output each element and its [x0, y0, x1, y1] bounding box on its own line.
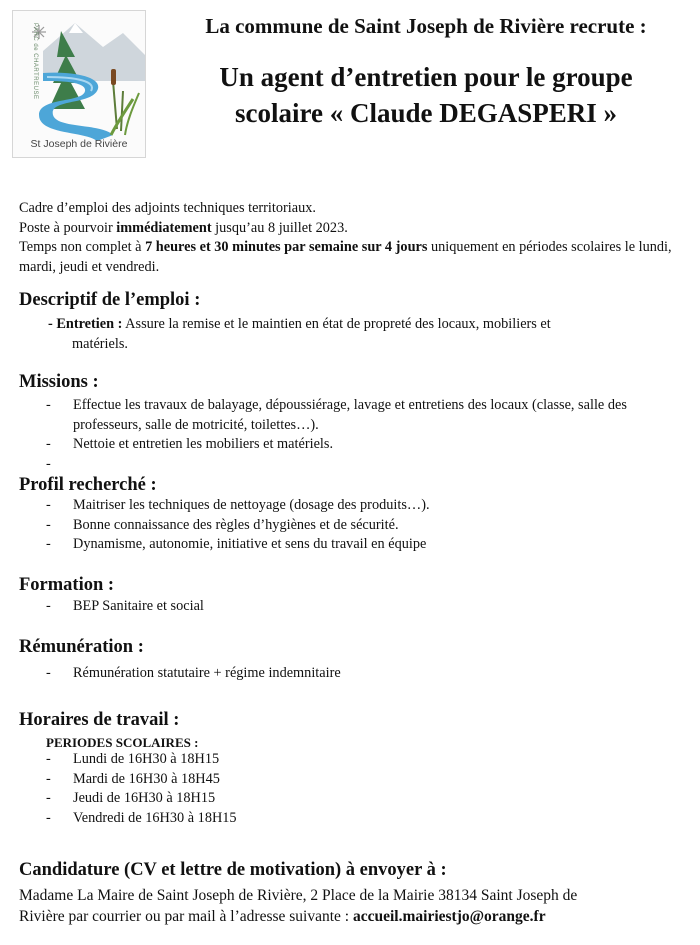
job-title-line-2: scolaire « Claude DEGASPERI »: [234, 98, 618, 128]
list-item: - Vendredi de 16H30 à 18H15: [46, 809, 237, 826]
section-heading-formation: Formation :: [19, 575, 115, 595]
list-item: - Dynamisme, autonomie, initiative et sens du travail en équipe: [46, 536, 427, 552]
candidature-address-line: Madame La Maire de Saint Joseph de Rivière, 2 Place de la Mairie 38134 Saint Joseph de: [19, 887, 578, 904]
list-item: - Effectue les travaux de balayage, dépoussiérage, lavage et entretiens des locaux (classe, salle des professeurs, salle de motricité, toilettes…).: [46, 397, 627, 433]
candidature-contact-line: Rivière par courrier ou par mail à l’adresse suivante : accueil.mairiestjo@orange.fr: [19, 908, 546, 925]
commune-logo: [12, 10, 146, 158]
logo-caption: St Joseph de Rivière: [30, 138, 128, 150]
intro-line-3: Temps non complet à 7 heures et 30 minutes par semaine sur 4 jours uniquement en périodes scolaires le lundi, mardi, jeudi et vendredi.: [19, 239, 672, 275]
section-heading-remuneration: Rémunération :: [19, 637, 144, 657]
list-item: - Rémunération statutaire + régime indemnitaire: [46, 665, 341, 681]
section-heading-profil: Profil recherché :: [19, 475, 157, 495]
section-heading-candidature: Candidature (CV et lettre de motivation) à envoyer à :: [19, 860, 447, 880]
horaires-list: [19, 750, 699, 828]
list-item: - BEP Sanitaire et social: [46, 598, 204, 614]
candidature-block: [19, 885, 694, 927]
list-item: - Nettoie et entretien les mobiliers et matériels.: [46, 436, 334, 452]
missions-list: - Effectue les travaux de balayage, dépoussiérage, lavage et entretiens des locaux (classe, salle des professeurs, salle de motricité, toilettes…). - Nettoie et entretien les mobiliers et matériels. -: [19, 396, 699, 455]
descriptif-item: - Entretien : Assure la remise et le maintien en état de propreté des locaux, mobiliers et matériels.: [48, 316, 551, 352]
profil-list: [19, 496, 699, 555]
commune-recruits-line: La commune de Saint Joseph de Rivière recrute :: [205, 14, 647, 38]
intro-line-2: Poste à pourvoir immédiatement jusqu’au 8 juillet 2023.: [19, 219, 348, 236]
list-item: - Maitriser les techniques de nettoyage (dosage des produits…).: [46, 497, 430, 513]
periodes-scolaires-label: PERIODES SCOLAIRES :: [46, 735, 199, 750]
list-item: - Mardi de 16H30 à 18H45: [46, 770, 220, 787]
list-item: - Jeudi de 16H30 à 18H15: [46, 790, 216, 806]
section-heading-horaires: Horaires de travail :: [19, 710, 180, 730]
formation-list: [19, 597, 699, 617]
contact-email[interactable]: accueil.mairiestjo@orange.fr: [352, 908, 546, 925]
intro-block: [19, 199, 689, 277]
list-item: - Bonne connaissance des règles d’hygiènes et de sécurité.: [46, 516, 399, 533]
job-title-line-1: Un agent d’entretien pour le groupe: [219, 62, 633, 92]
list-item: - Lundi de 16H30 à 18H15: [46, 751, 220, 767]
remuneration-list: [19, 664, 699, 684]
section-heading-missions: Missions :: [19, 372, 99, 392]
intro-line-1: Cadre d’emploi des adjoints techniques territoriaux.: [19, 200, 316, 216]
logo-vertical-text: PARC de CHARTREUSE: [32, 23, 38, 100]
section-heading-descriptif: Descriptif de l’emploi :: [19, 290, 201, 310]
